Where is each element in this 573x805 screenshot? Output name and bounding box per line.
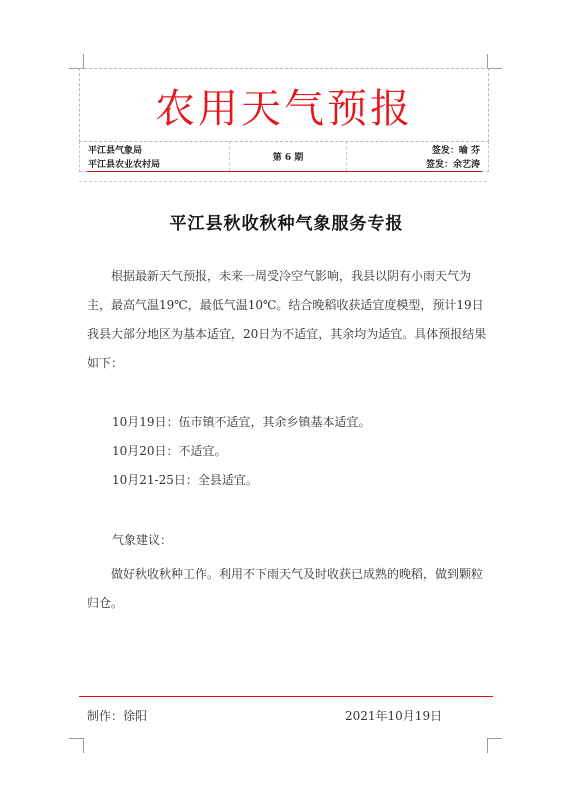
crop-mark-top-right [487, 54, 502, 69]
signer-1: 签发：喻 芬 [431, 146, 480, 156]
footer-red-rule [79, 696, 493, 697]
masthead-box [79, 68, 489, 142]
footer-author: 制作：徐阳 [87, 709, 148, 723]
crop-mark-bottom-left [69, 738, 84, 753]
info-table [79, 141, 489, 172]
crop-mark-bottom-right [487, 738, 502, 753]
agency-agriculture-bureau: 平江县农业农村局 [88, 160, 161, 170]
issue-number: 第 6 期 [272, 152, 304, 163]
advice-paragraph: 做好秋收秋种工作。利用不下雨天气及时收获已成熟的晚稻，做到颗粒归仓。 [87, 567, 484, 610]
forecast-line-3: 10月21-25日：全县适宜。 [112, 473, 258, 487]
agency-weather-bureau: 平江县气象局 [88, 146, 143, 156]
crop-mark-top-left [69, 54, 84, 69]
info-issue [230, 141, 347, 171]
intro-paragraph: 根据最新天气预报，未来一周受冷空气影响，我县以阴有小雨天气为主，最高气温19℃，最低气温10℃。结合晚稻收获适宜度模型，预计19日我县大部分地区为基本适宜，20日为不适宜，其余均为适宜。具体预报结果如下： [87, 269, 487, 370]
signer-2: 签发：余艺涛 [425, 160, 480, 170]
forecast-line-1: 10月19日：伍市镇不适宜，其余乡镇基本适宜。 [112, 415, 371, 429]
document-title: 平江县秋收秋种气象服务专报 [169, 214, 404, 234]
forecast-line-2: 10月20日：不适宜。 [112, 444, 227, 458]
advice-heading: 气象建议： [112, 533, 173, 547]
footer-date: 2021年10月19日 [345, 709, 443, 723]
header-red-rule [87, 171, 482, 172]
header-dashed-line [79, 181, 487, 182]
masthead-title: 农用天气预报 [155, 85, 413, 132]
info-agencies [80, 141, 230, 171]
info-signers [347, 141, 488, 171]
